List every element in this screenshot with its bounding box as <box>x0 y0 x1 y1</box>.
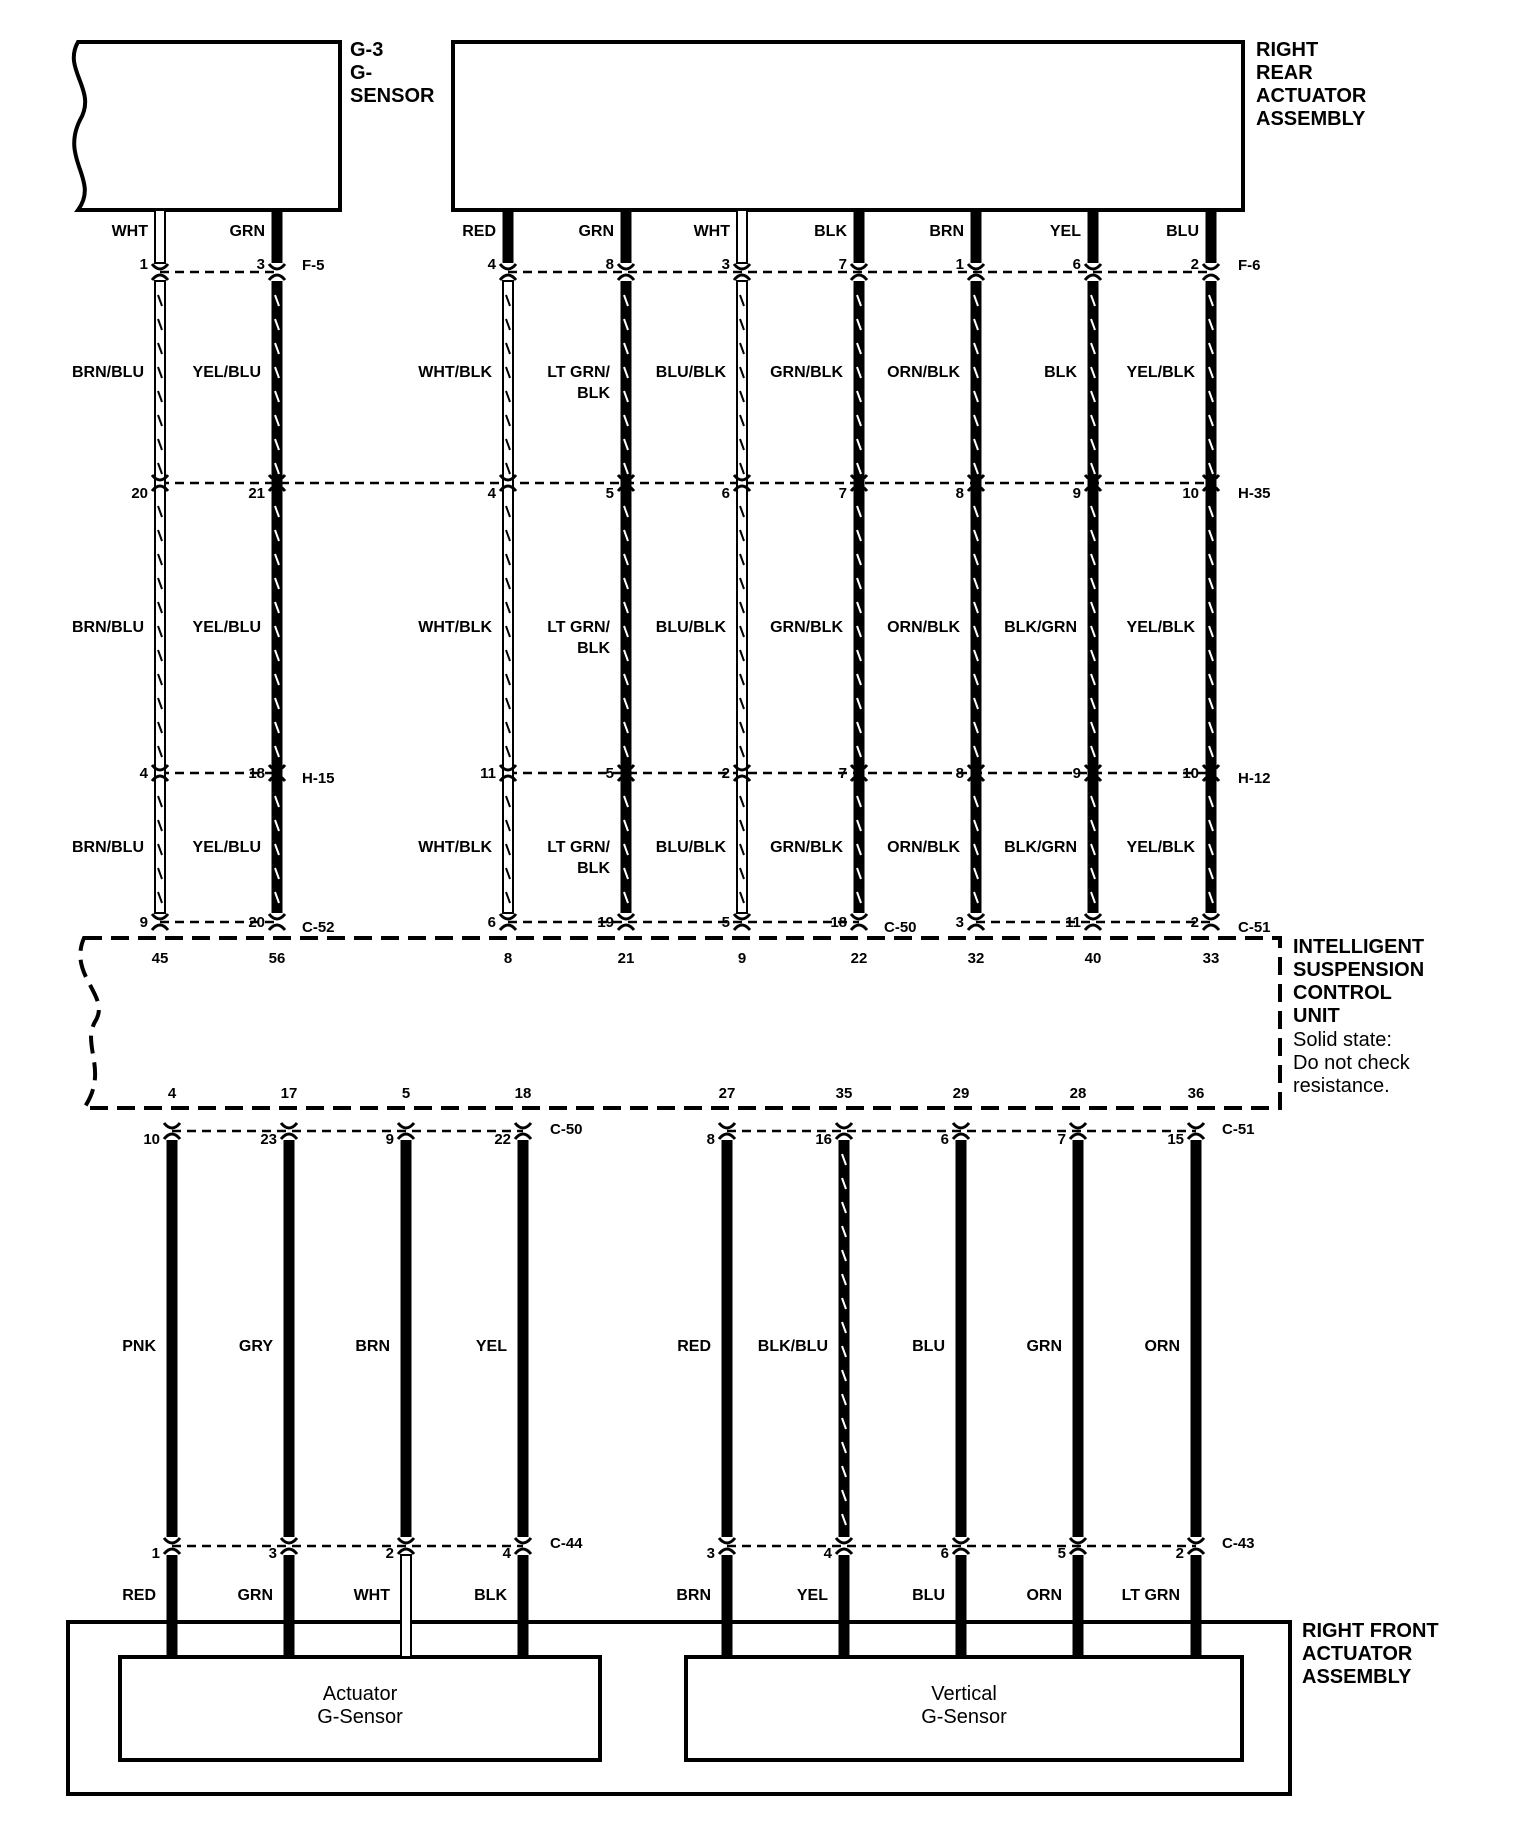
pin-c-lower-top-5: 16 <box>815 1131 832 1148</box>
pin-f-5: 7 <box>838 256 847 273</box>
vertical-g-sensor-label-line-2: G-Sensor <box>921 1706 1007 1728</box>
wire-color-lower-7: GRN <box>1026 1338 1062 1355</box>
wire-color-seg3-0-0: BRN/BLU <box>72 839 144 856</box>
connector-pin-mark-8-0-lower <box>1203 275 1219 280</box>
pin-unit-top-0: 45 <box>151 950 169 967</box>
wire-color-seg1-1-0: YEL/BLU <box>192 364 261 381</box>
pin-f-6: 1 <box>955 256 964 273</box>
wire-color-seg3-2-0: WHT/BLK <box>418 839 492 856</box>
wire-color-lower-5: BLK/BLU <box>757 1338 828 1355</box>
wire-body-2 <box>503 281 513 913</box>
connector-pin-mark-1-0-upper <box>269 264 285 269</box>
connector-c43-label: C-43 <box>1222 1535 1255 1552</box>
pin-c-lower-bottom-8: 2 <box>1175 1545 1184 1562</box>
connector-lower-bottom-mark-5-upper <box>836 1538 852 1543</box>
pin-c-lower-bottom-7: 5 <box>1057 1545 1066 1562</box>
connector-lower-bottom-mark-6-upper <box>953 1538 969 1543</box>
connector-pin-mark-1-3-lower <box>269 925 285 930</box>
wire-color-bottom-7: ORN <box>1026 1587 1062 1604</box>
right-rear-actuator-title-line-3: ACTUATOR <box>1256 85 1367 107</box>
actuator-g-sensor-label-line-1: Actuator <box>322 1683 398 1705</box>
connector-pin-mark-7-0-upper <box>1085 264 1101 269</box>
pin-h-top-0: 20 <box>131 485 148 502</box>
wire-color-top-8: BLU <box>1166 223 1199 240</box>
wire-color-top-7: YEL <box>1049 223 1081 240</box>
wire-body-4 <box>737 281 747 913</box>
pin-c-lower-top-3: 22 <box>494 1131 511 1148</box>
right-front-actuator-title-line-1: RIGHT FRONT <box>1302 1620 1439 1642</box>
pin-f-8: 2 <box>1190 256 1199 273</box>
connector-lower-bottom-mark-7-upper <box>1070 1538 1086 1543</box>
pin-c-3: 19 <box>597 914 614 931</box>
connector-pin-mark-4-0-lower <box>734 275 750 280</box>
pin-c-0: 9 <box>139 914 148 931</box>
connector-pin-mark-8-0-upper <box>1203 264 1219 269</box>
connector-pin-mark-5-3-lower <box>851 925 867 930</box>
pin-unit-bottom-6: 29 <box>952 1085 970 1102</box>
connector-lower-top-mark-1-lower <box>281 1134 297 1139</box>
pin-h-bottom-5: 7 <box>838 765 847 782</box>
pin-unit-top-7: 40 <box>1084 950 1102 967</box>
connector-lower-bottom-mark-5-lower <box>836 1549 852 1554</box>
connector-pin-mark-7-0-lower <box>1085 275 1101 280</box>
pin-c-lower-bottom-4: 3 <box>706 1545 715 1562</box>
pin-f-3: 8 <box>605 256 614 273</box>
pin-unit-top-8: 33 <box>1202 950 1220 967</box>
connector-lower-bottom-mark-6-lower <box>953 1549 969 1554</box>
pin-c-lower-bottom-3: 4 <box>502 1545 511 1562</box>
pin-h-bottom-1: 18 <box>248 765 265 782</box>
connector-pin-mark-2-0-upper <box>500 264 516 269</box>
pin-c-lower-top-4: 8 <box>706 1131 715 1148</box>
wire-color-bottom-1: GRN <box>237 1587 273 1604</box>
pin-c-6: 3 <box>955 914 964 931</box>
wire-color-seg1-3-1: BLK <box>577 385 610 402</box>
connector-lower-bottom-mark-0-lower <box>164 1549 180 1554</box>
connector-lower-bottom-mark-4-lower <box>719 1549 735 1554</box>
connector-pin-mark-1-0-lower <box>269 275 285 280</box>
actuator-g-sensor-label-line-2: G-Sensor <box>317 1706 403 1728</box>
connector-h12-label: H-12 <box>1238 770 1271 787</box>
wire-layer <box>72 210 1219 1657</box>
wire-color-bottom-5: YEL <box>796 1587 828 1604</box>
connector-lower-top-mark-6-upper <box>953 1123 969 1128</box>
connector-pin-mark-6-0-upper <box>968 264 984 269</box>
pin-c-1: 20 <box>248 914 265 931</box>
pin-h-top-5: 7 <box>838 485 847 502</box>
connector-pin-mark-6-0-lower <box>968 275 984 280</box>
pin-c-lower-bottom-2: 2 <box>385 1545 394 1562</box>
wire-color-seg3-8-0: YEL/BLK <box>1126 839 1195 856</box>
wire-color-top-3: GRN <box>578 223 614 240</box>
connector-lower-bottom-mark-3-upper <box>515 1538 531 1543</box>
right-front-actuator-title-line-2: ACTUATOR <box>1302 1643 1413 1665</box>
connector-lower-top-mark-4-upper <box>719 1123 735 1128</box>
pin-f-4: 3 <box>721 256 730 273</box>
connector-lower-bottom-mark-4-upper <box>719 1538 735 1543</box>
pin-unit-top-6: 32 <box>967 950 985 967</box>
connector-c50-top-label: C-50 <box>884 919 917 936</box>
pin-c-lower-top-6: 6 <box>940 1131 949 1148</box>
connector-pin-mark-0-0-lower <box>152 275 168 280</box>
pin-c-lower-bottom-5: 4 <box>823 1545 832 1562</box>
connector-c44-label: C-44 <box>550 1535 583 1552</box>
right-front-actuator-box <box>68 1622 1290 1794</box>
pin-f-2: 4 <box>487 256 496 273</box>
pin-h-bottom-3: 5 <box>605 765 614 782</box>
connector-lower-top-mark-7-lower <box>1070 1134 1086 1139</box>
wire-color-lower-1: GRY <box>238 1338 273 1355</box>
pin-unit-top-5: 22 <box>850 950 868 967</box>
g3-sensor-title-line-2: G- <box>350 62 373 84</box>
pin-c-lower-top-8: 15 <box>1167 1131 1184 1148</box>
wire-color-top-4: WHT <box>693 223 730 240</box>
connector-pin-mark-2-0-lower <box>500 275 516 280</box>
wire-color-seg1-8-0: YEL/BLK <box>1126 364 1195 381</box>
wire-color-seg1-4-0: BLU/BLK <box>655 364 726 381</box>
connector-h35-label: H-35 <box>1238 485 1271 502</box>
connector-lower-top-mark-1-upper <box>281 1123 297 1128</box>
pin-unit-top-2: 8 <box>503 950 513 967</box>
connector-pin-mark-2-3-lower <box>500 925 516 930</box>
wire-color-seg3-3-0: LT GRN/ <box>547 839 610 856</box>
pin-c-8: 2 <box>1190 914 1199 931</box>
wire-top-4 <box>737 210 747 263</box>
wire-color-seg2-8-0: YEL/BLK <box>1126 619 1195 636</box>
right-rear-actuator-title-line-4: ASSEMBLY <box>1256 108 1366 130</box>
right-rear-actuator-title-line-1: RIGHT <box>1256 39 1319 61</box>
control-unit-title-line-1: INTELLIGENT <box>1293 936 1425 958</box>
wire-color-bottom-3: BLK <box>474 1587 507 1604</box>
connector-lower-top-mark-2-lower <box>398 1134 414 1139</box>
connector-pin-mark-3-3-upper <box>618 914 634 919</box>
connector-lower-top-mark-6-lower <box>953 1134 969 1139</box>
pin-unit-bottom-7: 28 <box>1069 1085 1087 1102</box>
pin-c-lower-top-0: 10 <box>143 1131 160 1148</box>
wire-color-seg2-2-0: WHT/BLK <box>418 619 492 636</box>
connector-pin-mark-5-3-upper <box>851 914 867 919</box>
connector-lower-bottom-mark-2-lower <box>398 1549 414 1554</box>
pin-unit-bottom-2: 5 <box>401 1085 411 1102</box>
connector-lower-top-mark-7-upper <box>1070 1123 1086 1128</box>
connector-f6-label: F-6 <box>1238 257 1261 274</box>
wire-color-top-2: RED <box>462 223 496 240</box>
right-rear-actuator-title-line-2: REAR <box>1256 62 1313 84</box>
connector-c50-bottom-label: C-50 <box>550 1121 583 1138</box>
connector-pin-mark-8-3-lower <box>1203 925 1219 930</box>
pin-unit-bottom-4: 27 <box>718 1085 736 1102</box>
g3-sensor-title-line-1: G-3 <box>350 39 384 61</box>
right-rear-actuator-box <box>453 42 1243 210</box>
pin-h-top-8: 10 <box>1182 485 1199 502</box>
connector-lower-top-mark-8-lower <box>1188 1134 1204 1139</box>
pin-unit-bottom-1: 17 <box>280 1085 298 1102</box>
wire-color-top-6: BRN <box>929 223 964 240</box>
wire-color-top-0: WHT <box>111 223 148 240</box>
pin-h-top-7: 9 <box>1072 485 1081 502</box>
pin-c-lower-bottom-0: 1 <box>151 1545 160 1562</box>
connector-lower-bottom-mark-7-lower <box>1070 1549 1086 1554</box>
wire-color-lower-3: YEL <box>475 1338 507 1355</box>
wire-color-seg1-3-0: LT GRN/ <box>547 364 610 381</box>
wire-color-seg1-5-0: GRN/BLK <box>770 364 843 381</box>
connector-lower-top-mark-3-upper <box>515 1123 531 1128</box>
pin-unit-bottom-8: 36 <box>1187 1085 1205 1102</box>
pin-h-bottom-2: 11 <box>480 765 496 782</box>
pin-unit-top-4: 9 <box>737 950 747 967</box>
connector-pin-mark-3-3-lower <box>618 925 634 930</box>
connector-c51-bottom-label: C-51 <box>1222 1121 1255 1138</box>
wire-color-seg1-7-0: BLK <box>1044 364 1077 381</box>
g3-sensor-title-line-3: SENSOR <box>350 85 435 107</box>
connector-lower-top-mark-4-lower <box>719 1134 735 1139</box>
connector-pin-mark-7-3-upper <box>1085 914 1101 919</box>
pin-unit-top-1: 56 <box>268 950 286 967</box>
control-unit-note-line-2: Do not check <box>1293 1052 1410 1074</box>
connector-lower-bottom-mark-8-upper <box>1188 1538 1204 1543</box>
g3-sensor-box <box>74 42 340 210</box>
pin-f-1: 3 <box>256 256 265 273</box>
connector-pin-mark-6-3-lower <box>968 925 984 930</box>
pin-h-top-4: 6 <box>721 485 730 502</box>
wire-color-top-5: BLK <box>814 223 847 240</box>
connector-lower-bottom-mark-0-upper <box>164 1538 180 1543</box>
wire-color-lower-2: BRN <box>355 1338 390 1355</box>
wire-top-0 <box>155 210 165 263</box>
pin-h-top-1: 21 <box>248 485 265 502</box>
pin-h-top-3: 5 <box>605 485 614 502</box>
wire-color-seg3-4-0: BLU/BLK <box>655 839 726 856</box>
connector-pin-mark-0-0-upper <box>152 264 168 269</box>
wire-color-bottom-6: BLU <box>912 1587 945 1604</box>
wire-color-seg1-0-0: BRN/BLU <box>72 364 144 381</box>
connector-pin-mark-4-3-upper <box>734 914 750 919</box>
pin-c-2: 6 <box>487 914 496 931</box>
wire-lower-bottom-2 <box>401 1555 411 1657</box>
wire-color-seg2-3-0: LT GRN/ <box>547 619 610 636</box>
wire-color-seg2-1-0: YEL/BLU <box>192 619 261 636</box>
connector-pin-mark-4-0-upper <box>734 264 750 269</box>
wire-color-seg2-6-0: ORN/BLK <box>887 619 960 636</box>
connector-c51-top-label: C-51 <box>1238 919 1271 936</box>
connector-lower-bottom-mark-2-upper <box>398 1538 414 1543</box>
connector-pin-mark-6-3-upper <box>968 914 984 919</box>
pin-f-0: 1 <box>139 256 148 273</box>
connector-f5-label: F-5 <box>302 257 325 274</box>
connector-lower-bottom-mark-1-upper <box>281 1538 297 1543</box>
wire-color-lower-8: ORN <box>1144 1338 1180 1355</box>
wire-color-seg2-0-0: BRN/BLU <box>72 619 144 636</box>
pin-unit-bottom-3: 18 <box>514 1085 532 1102</box>
wire-color-seg3-7-0: BLK/GRN <box>1004 839 1077 856</box>
control-unit-note-line-1: Solid state: <box>1293 1029 1392 1051</box>
pin-c-lower-top-1: 23 <box>260 1131 277 1148</box>
connector-pin-mark-0-3-lower <box>152 925 168 930</box>
connector-lower-top-mark-5-lower <box>836 1134 852 1139</box>
connector-lower-top-mark-3-lower <box>515 1134 531 1139</box>
wire-color-seg1-6-0: ORN/BLK <box>887 364 960 381</box>
wire-color-seg2-7-0: BLK/GRN <box>1004 619 1077 636</box>
wire-color-top-1: GRN <box>229 223 265 240</box>
wire-color-seg3-6-0: ORN/BLK <box>887 839 960 856</box>
control-unit-title-line-2: SUSPENSION <box>1293 959 1425 981</box>
pin-c-lower-top-2: 9 <box>385 1131 394 1148</box>
connector-pin-mark-1-3-upper <box>269 914 285 919</box>
control-unit-title-line-3: CONTROL <box>1293 982 1392 1004</box>
pin-unit-bottom-0: 4 <box>167 1085 177 1102</box>
pin-f-7: 6 <box>1072 256 1081 273</box>
wire-color-bottom-8: LT GRN <box>1121 1587 1180 1604</box>
pin-c-lower-bottom-6: 6 <box>940 1545 949 1562</box>
wire-color-bottom-0: RED <box>122 1587 156 1604</box>
pin-h-bottom-0: 4 <box>139 765 148 782</box>
connector-lower-bottom-mark-1-lower <box>281 1549 297 1554</box>
pin-h-top-2: 4 <box>487 485 496 502</box>
wire-color-seg2-4-0: BLU/BLK <box>655 619 726 636</box>
connector-pin-mark-3-0-lower <box>618 275 634 280</box>
wire-color-lower-4: RED <box>677 1338 711 1355</box>
wire-color-seg3-3-1: BLK <box>577 860 610 877</box>
wire-color-bottom-2: WHT <box>353 1587 390 1604</box>
pin-c-5: 18 <box>830 914 847 931</box>
wire-body-0 <box>155 281 165 913</box>
connector-lower-top-mark-0-upper <box>164 1123 180 1128</box>
connector-lower-top-mark-5-upper <box>836 1123 852 1128</box>
control-unit-title-line-4: UNIT <box>1293 1005 1340 1027</box>
connector-pin-mark-5-0-lower <box>851 275 867 280</box>
wire-color-seg2-5-0: GRN/BLK <box>770 619 843 636</box>
pin-h-top-6: 8 <box>955 485 964 502</box>
wire-color-seg3-5-0: GRN/BLK <box>770 839 843 856</box>
connector-pin-mark-4-3-lower <box>734 925 750 930</box>
pin-h-bottom-7: 9 <box>1072 765 1081 782</box>
connector-pin-mark-3-0-upper <box>618 264 634 269</box>
pin-h-bottom-8: 10 <box>1182 765 1199 782</box>
wire-color-bottom-4: BRN <box>676 1587 711 1604</box>
pin-h-bottom-4: 2 <box>721 765 730 782</box>
wire-color-seg3-1-0: YEL/BLU <box>192 839 261 856</box>
connector-pin-mark-7-3-lower <box>1085 925 1101 930</box>
pin-c-7: 11 <box>1065 914 1081 931</box>
connector-lower-bottom-mark-8-lower <box>1188 1549 1204 1554</box>
wire-color-lower-0: PNK <box>122 1338 156 1355</box>
connector-c52-label: C-52 <box>302 919 335 936</box>
connector-pin-mark-0-3-upper <box>152 914 168 919</box>
pin-c-lower-top-7: 7 <box>1057 1131 1066 1148</box>
vertical-g-sensor-label-line-1: Vertical <box>931 1683 997 1705</box>
connector-lower-top-mark-0-lower <box>164 1134 180 1139</box>
right-front-actuator-title-line-3: ASSEMBLY <box>1302 1666 1412 1688</box>
pin-unit-bottom-5: 35 <box>835 1085 853 1102</box>
wire-color-seg1-2-0: WHT/BLK <box>418 364 492 381</box>
control-unit-note-line-3: resistance. <box>1293 1075 1390 1097</box>
connector-lower-bottom-mark-3-lower <box>515 1549 531 1554</box>
pin-c-lower-bottom-1: 3 <box>268 1545 277 1562</box>
pin-c-4: 5 <box>721 914 730 931</box>
connector-pin-mark-5-0-upper <box>851 264 867 269</box>
connector-h15-label: H-15 <box>302 770 335 787</box>
connector-pin-mark-2-3-upper <box>500 914 516 919</box>
wire-color-lower-6: BLU <box>912 1338 945 1355</box>
wire-color-seg2-3-1: BLK <box>577 640 610 657</box>
connector-lower-top-mark-2-upper <box>398 1123 414 1128</box>
connector-pin-mark-8-3-upper <box>1203 914 1219 919</box>
connector-lower-top-mark-8-upper <box>1188 1123 1204 1128</box>
pin-h-bottom-6: 8 <box>955 765 964 782</box>
pin-unit-top-3: 21 <box>617 950 635 967</box>
